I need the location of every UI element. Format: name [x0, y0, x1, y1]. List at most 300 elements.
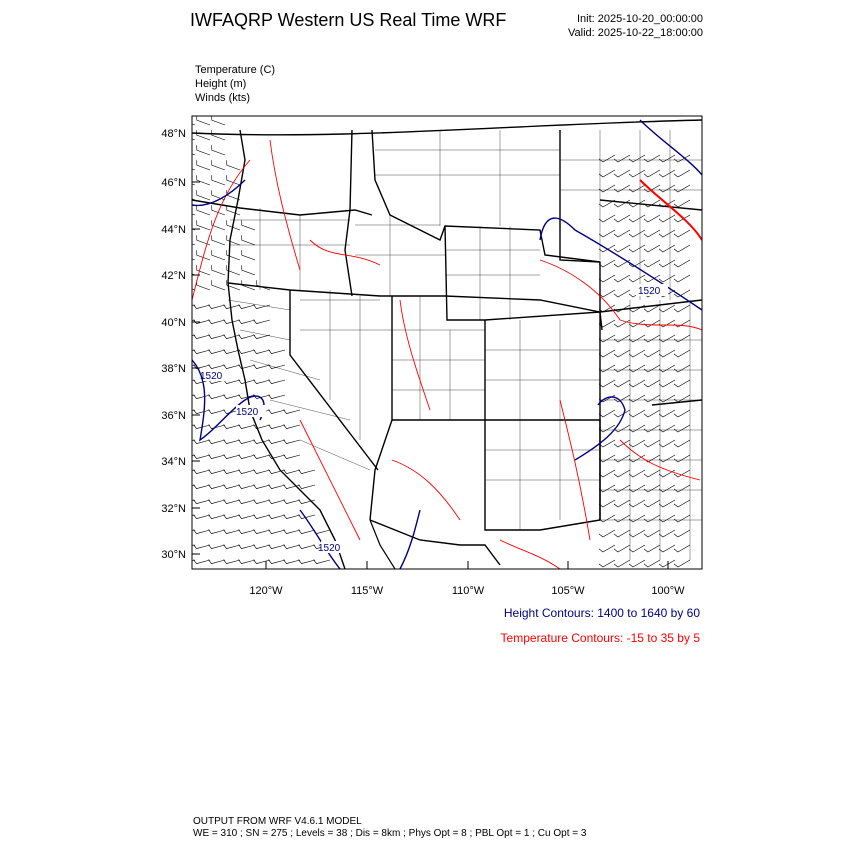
wind-barb [614, 380, 630, 387]
wind-barb [599, 530, 615, 537]
wind-barb [614, 530, 630, 537]
wind-barb [254, 455, 271, 459]
wind-barb [614, 365, 630, 372]
wind-barb [644, 530, 660, 537]
wind-barb [614, 455, 630, 462]
wind-barb [179, 395, 196, 399]
wind-barb [209, 395, 226, 399]
wind-barb [659, 350, 675, 357]
wind-barb [239, 305, 256, 309]
wind-barb [614, 245, 630, 252]
wind-barb [299, 515, 316, 519]
wind-barb [197, 130, 210, 140]
wind-barb [254, 320, 271, 324]
wind-barb [599, 350, 615, 357]
wind-barb [644, 425, 660, 432]
wind-barb [659, 305, 675, 312]
wind-barb [674, 245, 690, 252]
wind-barb [209, 305, 226, 309]
wind-barb [212, 280, 225, 290]
map-layer [179, 115, 703, 569]
lon-label: 110°W [451, 585, 485, 597]
wind-barb [239, 320, 256, 324]
wind-barb [614, 155, 630, 162]
wind-barb [614, 545, 630, 552]
wind-barb [614, 440, 630, 447]
wind-barb [629, 395, 645, 402]
variable-winds: Winds (kts) [195, 92, 250, 104]
wind-barb [224, 545, 241, 549]
model-settings: WE = 310 ; SN = 275 ; Levels = 38 ; Dis = 8km ; Phys Opt = 8 ; PBL Opt = 1 ; Cu Opt = 3 [193, 828, 587, 839]
wind-barb [209, 485, 226, 489]
wind-barb [224, 530, 241, 534]
wind-barb [197, 190, 210, 200]
wind-barb [182, 160, 195, 170]
wind-barb [674, 260, 690, 267]
wind-barb [179, 440, 196, 444]
wind-barb [212, 265, 225, 275]
wind-barb [269, 395, 286, 399]
wind-barb [659, 470, 675, 477]
wind-barb [629, 410, 645, 417]
lat-label: 46°N [161, 177, 186, 189]
wind-barb [224, 425, 241, 429]
wind-barb [629, 560, 645, 567]
wind-barb [659, 260, 675, 267]
wind-barb [644, 410, 660, 417]
wind-barb [212, 160, 225, 170]
wind-barb [629, 470, 645, 477]
wind-barb [179, 380, 196, 384]
wind-barb [629, 350, 645, 357]
temperature-contours [192, 140, 702, 569]
wind-barb [674, 380, 690, 387]
wind-barb [674, 185, 690, 192]
wind-barb [644, 230, 660, 237]
wind-barb [644, 170, 660, 177]
wind-barb [674, 440, 690, 447]
wind-barb [599, 500, 615, 507]
wind-barb [209, 545, 226, 549]
wind-barb [659, 320, 675, 327]
wind-barb [209, 365, 226, 369]
wind-barb [197, 205, 210, 215]
wind-barb [299, 530, 316, 534]
wind-barb [224, 455, 241, 459]
model-info: OUTPUT FROM WRF V4.6.1 MODEL [193, 816, 362, 827]
wind-barb [674, 365, 690, 372]
contour-labels [200, 284, 668, 554]
wind-barb [659, 365, 675, 372]
wind-barb [179, 470, 196, 474]
wind-barb [179, 350, 196, 354]
wind-barb [284, 530, 301, 534]
wind-barb [599, 410, 615, 417]
wind-barb [197, 160, 210, 170]
wind-barb [209, 350, 226, 354]
wind-barb [599, 290, 615, 297]
lat-label: 30°N [161, 549, 186, 561]
wind-barb [224, 305, 241, 309]
lat-labels [161, 128, 186, 561]
wind-barb [179, 485, 196, 489]
wind-barb [284, 560, 301, 564]
variable-temperature: Temperature (C) [195, 64, 276, 76]
wind-barb [257, 280, 270, 290]
wind-barb [212, 175, 225, 185]
wind-barb [209, 500, 226, 504]
wind-barb [197, 115, 210, 125]
wind-barb [629, 485, 645, 492]
wind-barb [644, 320, 660, 327]
wind-barb [179, 530, 196, 534]
wind-barb [599, 485, 615, 492]
wind-barb [644, 560, 660, 567]
wind-barb [614, 410, 630, 417]
wind-barb [659, 170, 675, 177]
wind-barb [194, 440, 211, 444]
wind-barb [224, 485, 241, 489]
wind-barb [644, 470, 660, 477]
wind-barb [674, 200, 690, 207]
lat-label: 36°N [161, 410, 186, 422]
wind-barb [629, 230, 645, 237]
wind-barb [629, 275, 645, 282]
wind-barb [269, 440, 286, 444]
wind-barb [269, 410, 286, 414]
wind-barb [194, 455, 211, 459]
wind-barb [629, 530, 645, 537]
wind-barb [239, 440, 256, 444]
wind-barb [269, 365, 286, 369]
wind-barb [644, 245, 660, 252]
wind-barb [614, 350, 630, 357]
wind-barb [182, 190, 195, 200]
wind-barb [212, 205, 225, 215]
lat-label: 32°N [161, 503, 186, 515]
wind-barb [659, 155, 675, 162]
wind-barb [254, 545, 271, 549]
lon-label: 115°W [350, 585, 384, 597]
wind-barb [644, 395, 660, 402]
wind-barb [284, 470, 301, 474]
lat-label: 48°N [161, 128, 186, 140]
lon-labels [249, 585, 685, 597]
wind-barb [599, 260, 615, 267]
wind-barb [299, 485, 316, 489]
wind-barb [239, 350, 256, 354]
wind-barb [212, 220, 225, 230]
wind-barb [239, 455, 256, 459]
wind-barb [179, 335, 196, 339]
wind-barb [659, 440, 675, 447]
wind-barb [194, 545, 211, 549]
axis-ticks [192, 133, 668, 569]
contour-label: 1520 [638, 286, 661, 297]
wind-barb [194, 530, 211, 534]
wind-barb [239, 515, 256, 519]
wind-barb [629, 245, 645, 252]
wind-barb [629, 380, 645, 387]
wind-barb [254, 335, 271, 339]
wind-barb [674, 350, 690, 357]
wind-barb [224, 515, 241, 519]
wind-barb [182, 235, 195, 245]
wind-barb [212, 190, 225, 200]
wind-barb [239, 425, 256, 429]
wind-barb [674, 305, 690, 312]
wind-barb [629, 500, 645, 507]
wind-barb [629, 185, 645, 192]
wind-barb [659, 395, 675, 402]
wind-barb [269, 530, 286, 534]
wind-barb [599, 215, 615, 222]
wind-barb [212, 130, 225, 140]
wind-barb [614, 290, 630, 297]
wind-barb [197, 280, 210, 290]
wind-barb [674, 410, 690, 417]
wind-barb [242, 250, 255, 260]
wind-barb [284, 545, 301, 549]
wind-barb [599, 170, 615, 177]
wind-barb [212, 250, 225, 260]
wind-barb [197, 145, 210, 155]
wind-barb [254, 350, 271, 354]
wind-barb [659, 425, 675, 432]
wind-barb [299, 560, 316, 564]
wind-barb [209, 560, 226, 564]
wind-barb [599, 275, 615, 282]
wind-barb [644, 515, 660, 522]
wind-barb [674, 335, 690, 342]
init-time: Init: 2025-10-20_00:00:00 [577, 13, 703, 25]
wind-barb [614, 215, 630, 222]
wind-barb [239, 560, 256, 564]
wind-barb [242, 265, 255, 275]
wind-barb [674, 485, 690, 492]
wind-barb [659, 560, 675, 567]
wind-barb [614, 275, 630, 282]
wind-barb [644, 215, 660, 222]
wind-barb [299, 545, 316, 549]
wind-barb [599, 155, 615, 162]
wind-barb [269, 380, 286, 384]
wind-barb [659, 515, 675, 522]
wind-barb [299, 470, 316, 474]
wind-barb [614, 500, 630, 507]
lat-label: 40°N [161, 317, 186, 329]
wind-barb [674, 425, 690, 432]
wind-barb [644, 500, 660, 507]
wind-barb [659, 275, 675, 282]
wind-barb [182, 115, 195, 125]
wind-barb [209, 530, 226, 534]
wind-barb [224, 335, 241, 339]
wind-barb [194, 500, 211, 504]
wind-barb [182, 205, 195, 215]
wind-barb [194, 350, 211, 354]
wind-barb [239, 335, 256, 339]
lon-label: 100°W [651, 585, 685, 597]
wind-barb [197, 175, 210, 185]
wind-barb [209, 455, 226, 459]
wind-barb [659, 500, 675, 507]
lat-label: 44°N [161, 224, 186, 236]
contour-label: 1520 [200, 371, 223, 382]
wind-barb [614, 560, 630, 567]
wind-barb [194, 395, 211, 399]
wind-barb [659, 545, 675, 552]
wind-barb [224, 365, 241, 369]
map-frame [192, 116, 702, 569]
wind-barb [644, 365, 660, 372]
wind-barb [599, 380, 615, 387]
wind-barb [224, 470, 241, 474]
valid-time: Valid: 2025-10-22_18:00:00 [568, 27, 703, 39]
wind-barb [629, 515, 645, 522]
wind-barb [659, 185, 675, 192]
wind-barb [614, 470, 630, 477]
wind-barb [224, 440, 241, 444]
wind-barb [674, 275, 690, 282]
contour-label: 1520 [236, 407, 259, 418]
wind-barb [614, 170, 630, 177]
wind-barb [194, 410, 211, 414]
wind-barb [239, 380, 256, 384]
wind-barb [659, 455, 675, 462]
wind-barbs [179, 115, 691, 567]
wind-barb [254, 470, 271, 474]
wind-barb [599, 440, 615, 447]
wind-barb [599, 545, 615, 552]
lon-label: 105°W [551, 585, 585, 597]
wind-barb [269, 500, 286, 504]
wind-barb [182, 250, 195, 260]
wind-barb [194, 335, 211, 339]
wind-barb [644, 260, 660, 267]
wind-barb [254, 365, 271, 369]
wind-barb [197, 250, 210, 260]
wind-barb [644, 335, 660, 342]
height-contour-legend: Height Contours: 1400 to 1640 by 60 [503, 606, 700, 620]
wind-barb [599, 515, 615, 522]
wind-barb [674, 455, 690, 462]
wind-barb [284, 455, 301, 459]
wind-barb [242, 220, 255, 230]
wind-barb [254, 500, 271, 504]
wind-barb [599, 470, 615, 477]
wind-barb [212, 145, 225, 155]
wind-barb [209, 320, 226, 324]
wind-barb [284, 500, 301, 504]
plot-title: IWFAQRP Western US Real Time WRF [190, 10, 507, 30]
wind-barb [227, 160, 240, 170]
wind-barb [644, 545, 660, 552]
wind-barb [254, 530, 271, 534]
wind-barb [209, 410, 226, 414]
wind-barb [614, 485, 630, 492]
lat-label: 42°N [161, 270, 186, 282]
lat-label: 34°N [161, 456, 186, 468]
wind-barb [269, 515, 286, 519]
wind-barb [239, 545, 256, 549]
wind-barb [659, 530, 675, 537]
wind-barb [629, 545, 645, 552]
wind-barb [644, 440, 660, 447]
wind-barb [629, 155, 645, 162]
wind-barb [674, 500, 690, 507]
wind-barb [629, 170, 645, 177]
wind-barb [599, 185, 615, 192]
wind-barb [629, 425, 645, 432]
wind-barb [284, 410, 301, 414]
wind-barb [194, 305, 211, 309]
wind-barb [644, 380, 660, 387]
wind-barb [254, 485, 271, 489]
wind-barb [182, 145, 195, 155]
wind-barb [599, 365, 615, 372]
wind-barb [629, 365, 645, 372]
wind-barb [644, 485, 660, 492]
wind-barb [599, 230, 615, 237]
wind-barb [614, 230, 630, 237]
lon-label: 120°W [249, 585, 283, 597]
wind-barb [224, 560, 241, 564]
wind-barb [629, 215, 645, 222]
wind-barb [227, 175, 240, 185]
wind-barb [269, 485, 286, 489]
wind-barb [239, 500, 256, 504]
wind-barb [194, 560, 211, 564]
wind-barb [209, 335, 226, 339]
wind-barb [179, 425, 196, 429]
wind-barb [212, 235, 225, 245]
wind-barb [614, 335, 630, 342]
wind-barb [659, 410, 675, 417]
wind-barb [212, 115, 225, 125]
wind-barb [254, 305, 271, 309]
wind-barb [599, 560, 615, 567]
county-lines [228, 130, 702, 560]
wind-barb [179, 305, 196, 309]
wind-barb [644, 155, 660, 162]
lat-label: 38°N [161, 363, 186, 375]
gulf-coast [370, 520, 395, 569]
wind-barb [674, 230, 690, 237]
wind-barb [239, 530, 256, 534]
wind-barb [224, 395, 241, 399]
wind-barb [314, 560, 331, 564]
wind-barb [599, 455, 615, 462]
wind-barb [674, 545, 690, 552]
wind-barb [194, 515, 211, 519]
wind-barb [239, 470, 256, 474]
wind-barb [284, 515, 301, 519]
contour-label: 1520 [318, 543, 341, 554]
wind-barb [209, 470, 226, 474]
wind-barb [674, 515, 690, 522]
wind-barb [194, 470, 211, 474]
wind-barb [269, 545, 286, 549]
wind-barb [227, 235, 240, 245]
wind-barb [254, 560, 271, 564]
wind-barb [674, 560, 690, 567]
wind-barb [284, 425, 301, 429]
wind-barb [254, 515, 271, 519]
wind-barb [674, 170, 690, 177]
wind-barb [659, 215, 675, 222]
wind-barb [242, 235, 255, 245]
